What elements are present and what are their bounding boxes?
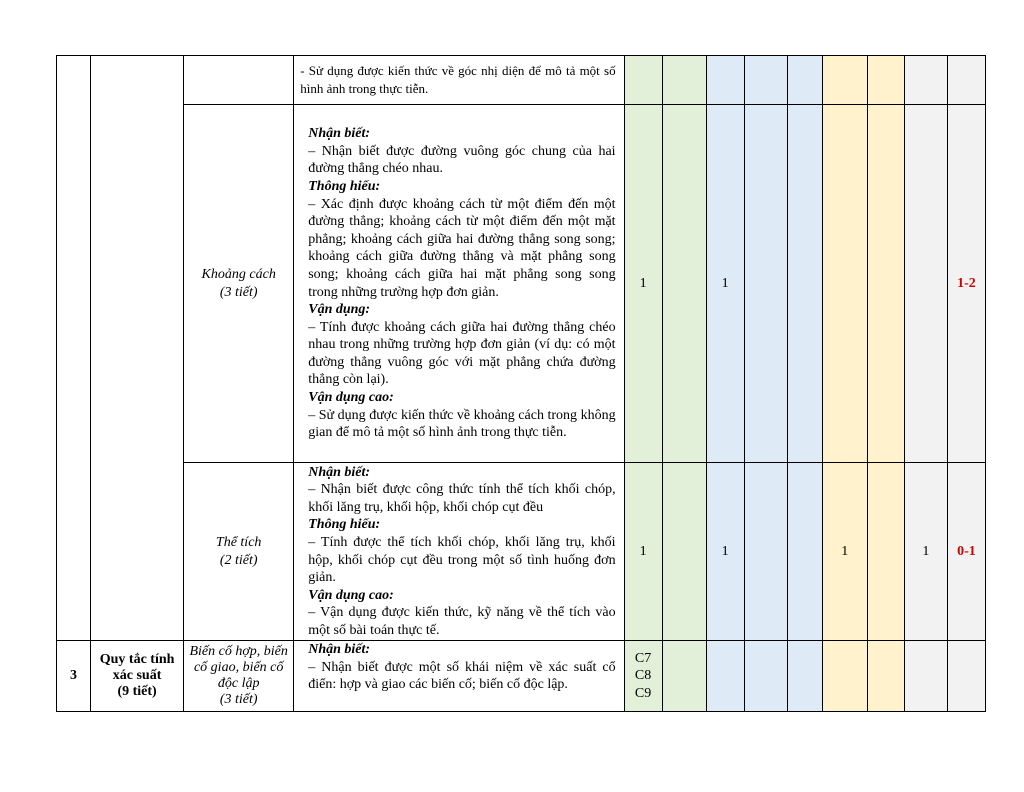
level-cell [822, 641, 867, 712]
level-heading: Vận dụng cao: [308, 587, 394, 603]
total-cell: 0-1 [947, 463, 985, 641]
table-row [57, 641, 986, 712]
stt-cell: 3 [57, 641, 91, 712]
table-row [57, 56, 986, 105]
count-cell [744, 463, 787, 641]
level-cell [904, 56, 947, 105]
table-row [57, 463, 986, 641]
level-cell [867, 641, 904, 712]
level-cell [867, 56, 904, 105]
total-cell: 1-2 [947, 105, 985, 463]
topic-cell: Biến cố hợp, biến cố giao, biến cố độc lập (3 tiết) [184, 641, 294, 712]
count-cell: 1 [706, 463, 744, 641]
content-item: – Nhận biết được một số khái niệm về xác suất cổ điển: hợp và giao các biến cố; biến cố độc lập. [308, 659, 616, 693]
count-cell [787, 463, 822, 641]
level-cell [706, 56, 744, 105]
count-cell [867, 463, 904, 641]
count-cell: 1 [624, 463, 662, 641]
count-cell [744, 105, 787, 463]
content-cell [294, 56, 624, 105]
total-cell [947, 56, 985, 105]
count-cell: 1 [706, 105, 744, 463]
topic-cell: Thể tích (2 tiết) [184, 463, 294, 641]
count-cell [867, 105, 904, 463]
spec-table [56, 55, 986, 712]
content-item: – Nhận biết được đường vuông góc chung của hai đường thẳng chéo nhau. [308, 143, 616, 177]
level-heading: Vận dụng: [308, 302, 371, 318]
level-heading: Thông hiểu: [308, 178, 381, 194]
level-cell [787, 56, 822, 105]
level-cell [706, 641, 744, 712]
question-code: C7 [634, 650, 652, 666]
question-code: C8 [634, 668, 652, 684]
level-heading: Thông hiểu: [308, 517, 381, 533]
question-code-cell [624, 641, 662, 712]
content-cell [294, 105, 624, 463]
content-item: – Nhận biết được công thức tính thể tích khối chóp, khối lăng trụ, khối hộp, khối chóp cụt đều [308, 482, 616, 515]
level-heading: Nhận biết: [308, 464, 371, 480]
level-cell [904, 641, 947, 712]
table-row [57, 105, 986, 463]
question-code: C9 [634, 685, 652, 701]
content-cell [294, 463, 624, 641]
count-cell: 1 [624, 105, 662, 463]
content-item: – Xác định được khoảng cách từ một điểm đến một đường thẳng; khoảng cách từ một điểm đến một mặt phẳng; khoảng cách giữa hai đường thẳng song song; khoảng cách giữa đường thẳng và mặt phẳng song song; khoảng cách giữa hai mặt phẳng song song trong những trường hợp đơn giản. [308, 196, 616, 300]
level-cell [662, 56, 706, 105]
content-item: – Tính được khoảng cách giữa hai đường thẳng chéo nhau trong những trường hợp đơn giản (ví dụ: có một đường thẳng vuông góc với mặt phẳng chứa đường thẳng còn lại). [308, 319, 616, 388]
count-cell [822, 105, 867, 463]
level-cell [787, 641, 822, 712]
chapter-cell [91, 56, 184, 641]
level-cell [662, 641, 706, 712]
count-cell [662, 463, 706, 641]
level-cell [744, 641, 787, 712]
level-cell [744, 56, 787, 105]
level-heading: Vận dụng cao: [308, 390, 394, 406]
stt-cell [57, 56, 91, 641]
content-item: – Sử dụng được kiến thức về khoảng cách trong không gian để mô tả một số hình ảnh trong thực tiễn. [308, 407, 616, 441]
count-cell: 1 [822, 463, 867, 641]
level-cell [822, 56, 867, 105]
level-cell [624, 56, 662, 105]
count-cell: 1 [904, 463, 947, 641]
chapter-cell: Quy tắc tính xác suất (9 tiết) [91, 641, 184, 712]
topic-cell: Khoảng cách (3 tiết) [184, 105, 294, 463]
count-cell [904, 105, 947, 463]
topic-cell [184, 56, 294, 105]
content-item: – Tính được thể tích khối chóp, khối lăng trụ, khối hộp, khối chóp cụt đều trong một số tình huống đơn giản. [308, 534, 616, 586]
count-cell [787, 105, 822, 463]
content-item: - Sử dụng được kiến thức về góc nhị diện để mô tả một số hình ảnh trong thực tiễn. [300, 63, 616, 96]
content-cell [294, 641, 624, 712]
level-heading: Nhận biết: [308, 126, 371, 142]
total-cell [947, 641, 985, 712]
content-item: – Vận dụng được kiến thức, kỹ năng về thể tích vào một số bài toán thực tế. [308, 605, 616, 638]
level-heading: Nhận biết: [308, 642, 371, 657]
count-cell [662, 105, 706, 463]
